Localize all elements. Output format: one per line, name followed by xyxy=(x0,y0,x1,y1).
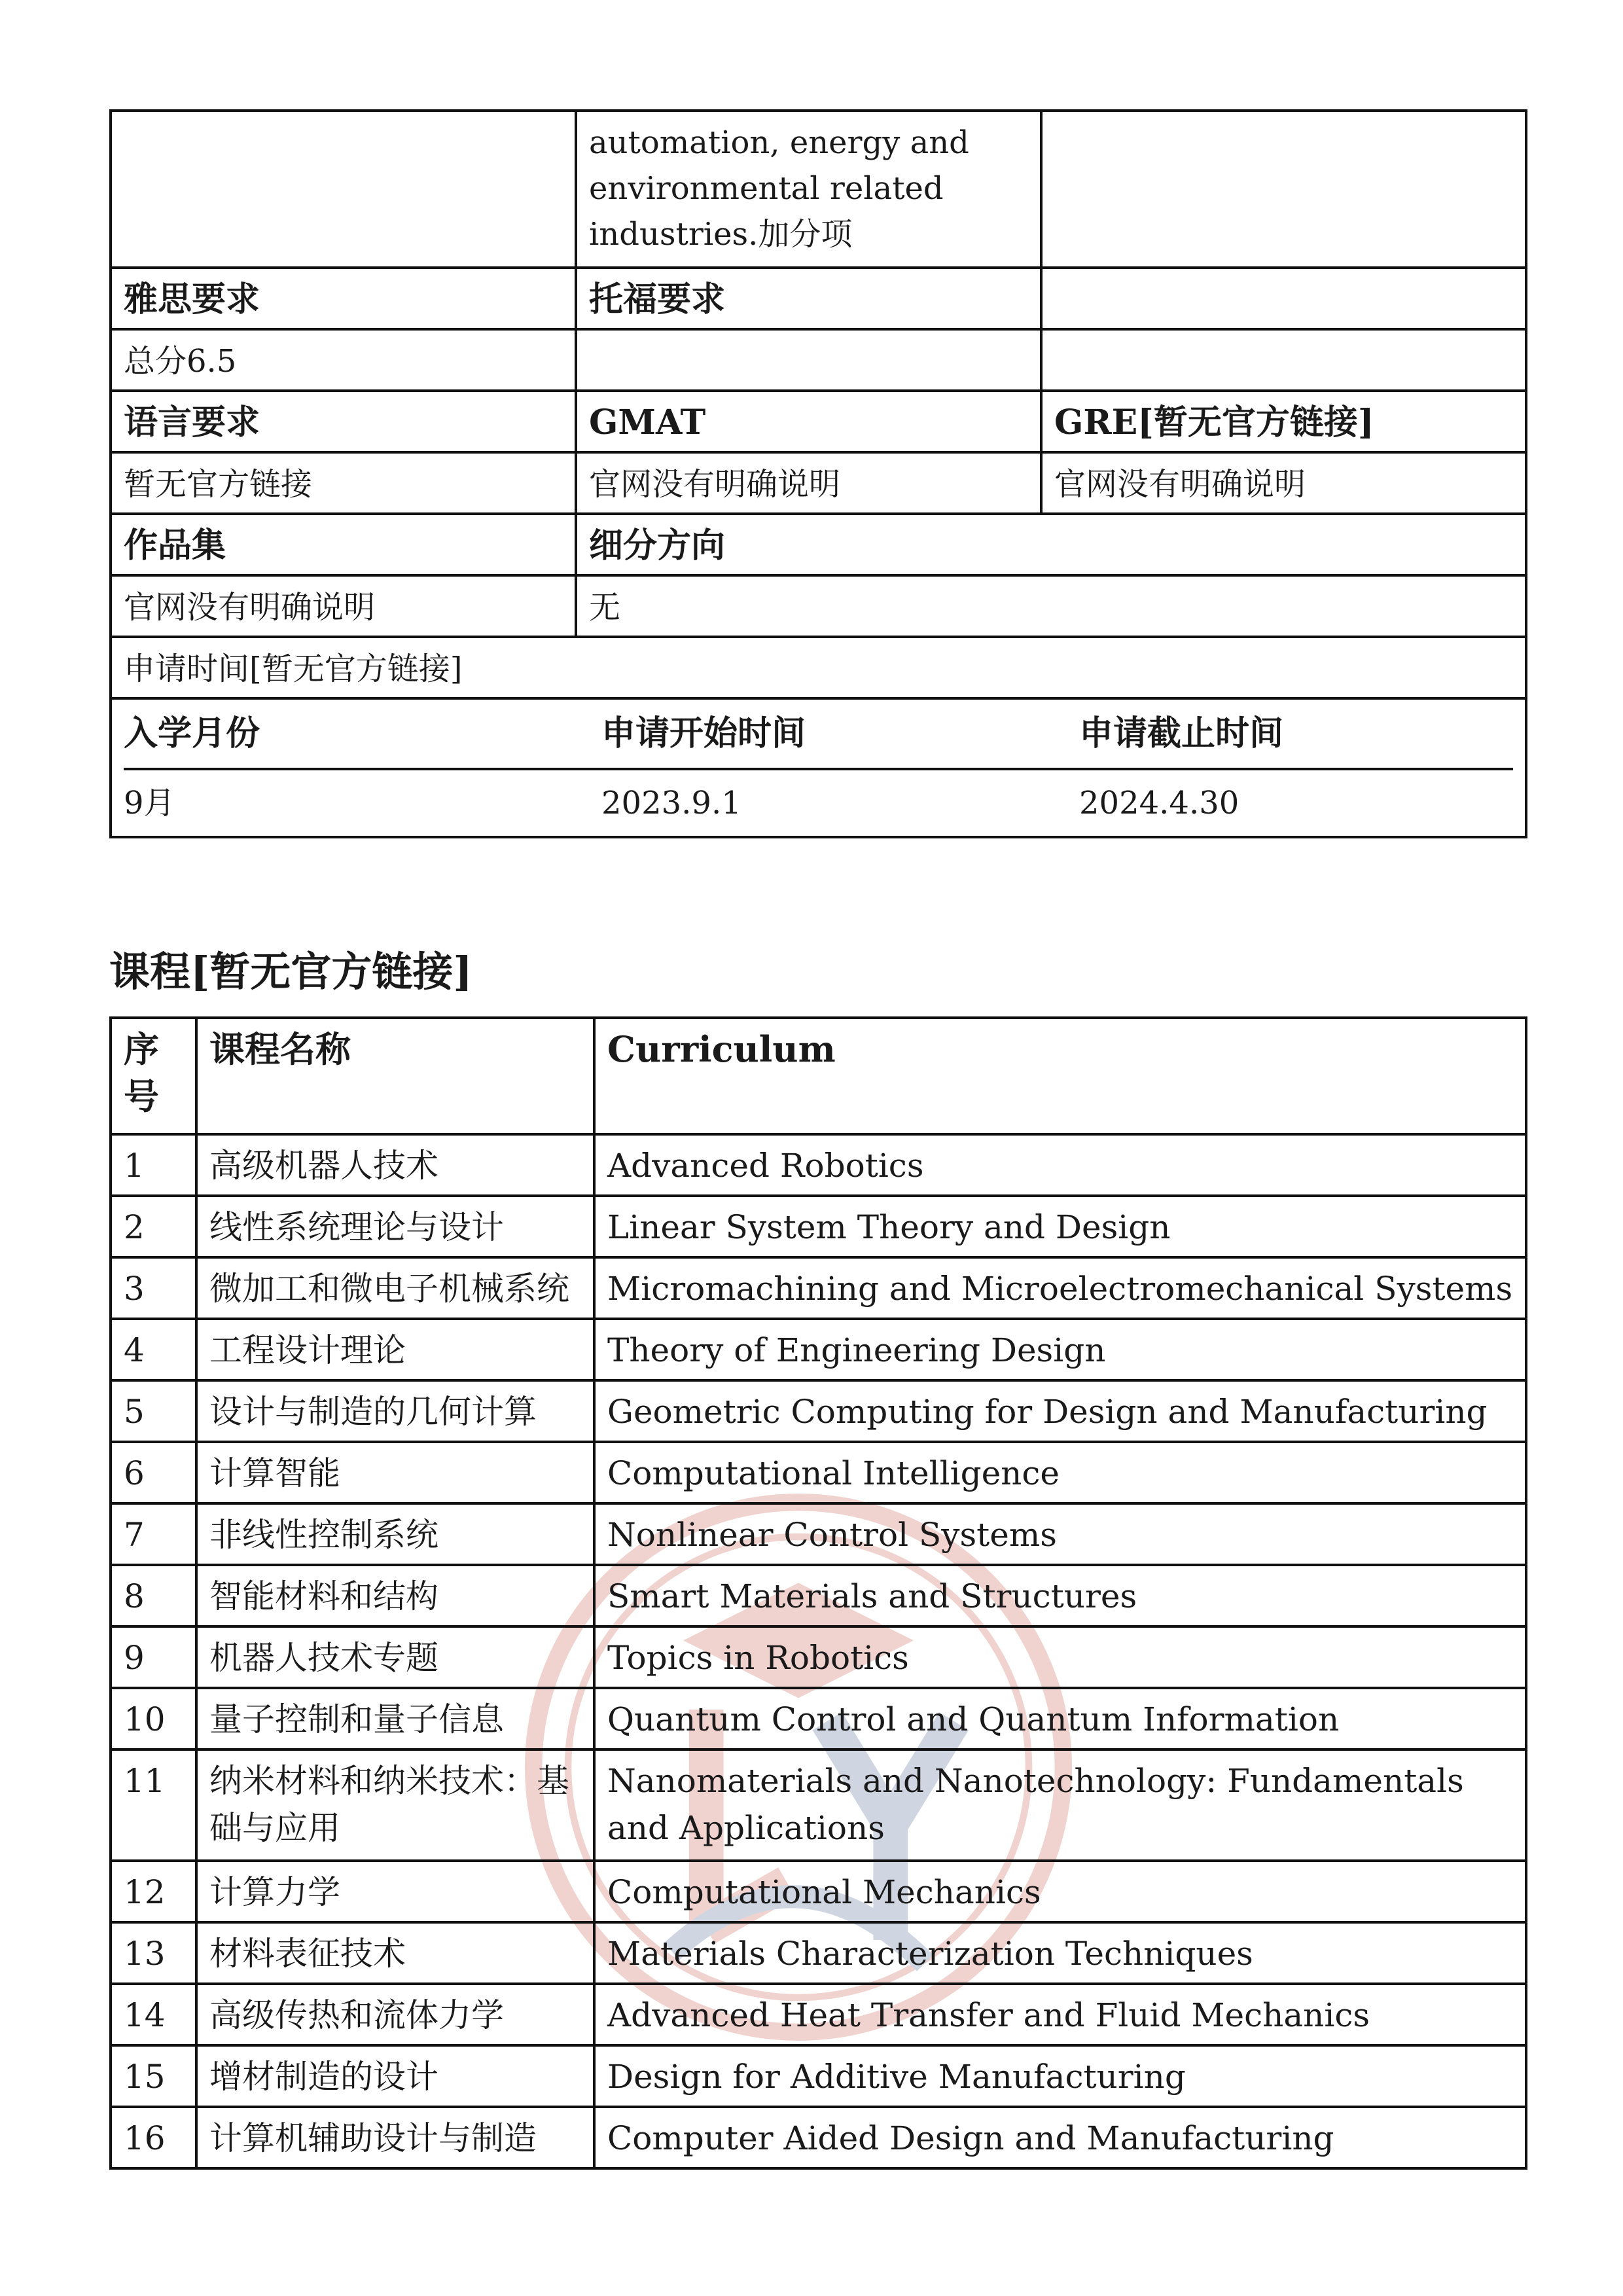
requirements-table xyxy=(109,109,1527,838)
course-number: 4 xyxy=(111,1319,196,1380)
course-name-en: Computational Mechanics xyxy=(594,1861,1526,1922)
toefl-value xyxy=(576,329,1041,391)
table-row xyxy=(111,2045,1526,2107)
course-name-cn: 设计与制造的几何计算 xyxy=(196,1380,594,1442)
course-name-cn: 高级传热和流体力学 xyxy=(196,1984,594,2045)
course-number: 7 xyxy=(111,1503,196,1565)
gmat-label: GMAT xyxy=(576,391,1041,452)
language-value: 暂无官方链接 xyxy=(111,452,576,514)
course-name-cn: 非线性控制系统 xyxy=(196,1503,594,1565)
course-name-cn: 计算智能 xyxy=(196,1442,594,1503)
course-name-en: Materials Characterization Techniques xyxy=(594,1922,1526,1984)
course-name-cn: 智能材料和结构 xyxy=(196,1565,594,1626)
apply-time-label: 申请时间[暂无官方链接] xyxy=(111,637,1526,698)
intake-month-value: 9月 xyxy=(124,785,175,821)
intake-month-header: 入学月份 xyxy=(124,700,601,770)
table-row xyxy=(111,1196,1526,1257)
course-name-en: Geometric Computing for Design and Manufacturing xyxy=(594,1380,1526,1442)
table-row xyxy=(111,698,1526,837)
course-name-en: Theory of Engineering Design xyxy=(594,1319,1526,1380)
course-name-en: Computational Intelligence xyxy=(594,1442,1526,1503)
table-row xyxy=(111,1503,1526,1565)
timeline-cell xyxy=(111,698,1526,837)
table-row xyxy=(111,452,1526,514)
course-name-cn: 微加工和微电子机械系统 xyxy=(196,1257,594,1319)
course-name-en: Micromachining and Microelectromechanical Systems xyxy=(594,1257,1526,1319)
table-row xyxy=(111,1565,1526,1626)
table-row xyxy=(111,1257,1526,1319)
course-name-en: Quantum Control and Quantum Information xyxy=(594,1688,1526,1749)
course-number: 11 xyxy=(111,1749,196,1861)
course-number: 14 xyxy=(111,1984,196,2045)
course-name-cn: 工程设计理论 xyxy=(196,1319,594,1380)
table-row xyxy=(111,268,1526,329)
gre-value: 官网没有明确说明 xyxy=(1041,452,1526,514)
course-number: 2 xyxy=(111,1196,196,1257)
table-row xyxy=(111,1442,1526,1503)
table-row xyxy=(111,111,1526,268)
empty-cell xyxy=(1041,111,1526,268)
course-name-en: Linear System Theory and Design xyxy=(594,1196,1526,1257)
apply-deadline-header: 申请截止时间 xyxy=(1079,700,1513,770)
course-number: 15 xyxy=(111,2045,196,2107)
table-row xyxy=(111,575,1526,637)
empty-cell xyxy=(111,111,576,268)
timeline xyxy=(124,700,1513,836)
table-header-row xyxy=(111,1018,1526,1134)
course-name-cn: 量子控制和量子信息 xyxy=(196,1688,594,1749)
portfolio-label: 作品集 xyxy=(111,514,576,575)
table-row xyxy=(111,1861,1526,1922)
course-name-en: Advanced Heat Transfer and Fluid Mechanics xyxy=(594,1984,1526,2045)
course-number: 8 xyxy=(111,1565,196,1626)
col-header-curriculum: Curriculum xyxy=(594,1018,1526,1134)
table-row xyxy=(111,1688,1526,1749)
table-row xyxy=(111,1749,1526,1861)
portfolio-value: 官网没有明确说明 xyxy=(111,575,576,637)
empty-cell xyxy=(1041,329,1526,391)
apply-start-header: 申请开始时间 xyxy=(601,700,1079,770)
course-name-en: Computer Aided Design and Manufacturing xyxy=(594,2107,1526,2168)
table-row xyxy=(111,2107,1526,2168)
course-number: 12 xyxy=(111,1861,196,1922)
language-label: 语言要求 xyxy=(111,391,576,452)
table-row xyxy=(111,1626,1526,1688)
direction-label: 细分方向 xyxy=(576,514,1526,575)
course-name-en: Smart Materials and Structures xyxy=(594,1565,1526,1626)
course-number: 6 xyxy=(111,1442,196,1503)
table-row xyxy=(111,1319,1526,1380)
gmat-value: 官网没有明确说明 xyxy=(576,452,1041,514)
table-row xyxy=(111,637,1526,698)
empty-cell xyxy=(1041,268,1526,329)
table-row xyxy=(111,1922,1526,1984)
toefl-label: 托福要求 xyxy=(576,268,1041,329)
col-header-name: 课程名称 xyxy=(196,1018,594,1134)
course-number: 10 xyxy=(111,1688,196,1749)
col-header-no: 序号 xyxy=(111,1018,196,1134)
course-number: 3 xyxy=(111,1257,196,1319)
course-number: 1 xyxy=(111,1134,196,1196)
course-name-en: Advanced Robotics xyxy=(594,1134,1526,1196)
courses-title: 课程[暂无官方链接] xyxy=(109,948,473,996)
courses-table xyxy=(109,1016,1527,2170)
course-name-cn: 材料表征技术 xyxy=(196,1922,594,1984)
course-name-en: Design for Additive Manufacturing xyxy=(594,2045,1526,2107)
course-number: 13 xyxy=(111,1922,196,1984)
table-row xyxy=(111,1380,1526,1442)
table-row xyxy=(111,514,1526,575)
course-name-cn: 增材制造的设计 xyxy=(196,2045,594,2107)
direction-value: 无 xyxy=(576,575,1526,637)
course-number: 5 xyxy=(111,1380,196,1442)
course-name-cn: 机器人技术专题 xyxy=(196,1626,594,1688)
bonus-note: automation, energy and environmental related industries.加分项 xyxy=(576,111,1041,268)
gre-label: GRE[暂无官方链接] xyxy=(1041,391,1526,452)
course-name-cn: 纳米材料和纳米技术：基础与应用 xyxy=(196,1749,594,1861)
course-name-cn: 计算机辅助设计与制造 xyxy=(196,2107,594,2168)
course-number: 16 xyxy=(111,2107,196,2168)
ielts-label: 雅思要求 xyxy=(111,268,576,329)
course-name-en: Nanomaterials and Nanotechnology: Fundamentals and Applications xyxy=(594,1749,1526,1861)
course-name-en: Topics in Robotics xyxy=(594,1626,1526,1688)
course-name-cn: 高级机器人技术 xyxy=(196,1134,594,1196)
table-row xyxy=(111,1984,1526,2045)
table-row xyxy=(111,1134,1526,1196)
course-name-cn: 线性系统理论与设计 xyxy=(196,1196,594,1257)
table-row xyxy=(111,391,1526,452)
ielts-value: 总分6.5 xyxy=(111,329,576,391)
course-name-cn: 计算力学 xyxy=(196,1861,594,1922)
table-row xyxy=(111,329,1526,391)
apply-deadline-value: 2024.4.30 xyxy=(1079,785,1240,821)
course-number: 9 xyxy=(111,1626,196,1688)
apply-start-value: 2023.9.1 xyxy=(601,785,741,821)
course-name-en: Nonlinear Control Systems xyxy=(594,1503,1526,1565)
